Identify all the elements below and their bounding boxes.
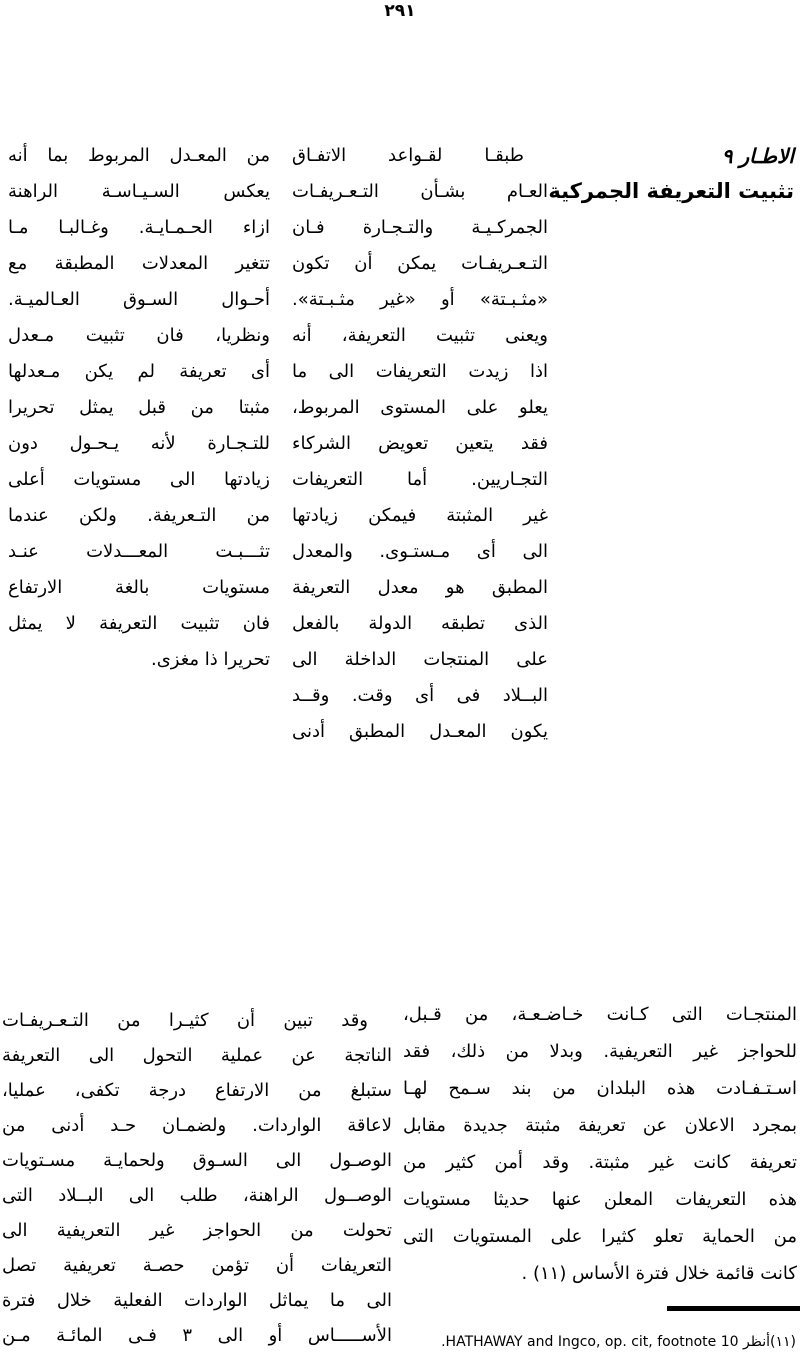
text-line: اذا زيدت التعريفات الى ما bbox=[292, 361, 548, 382]
text-line: بمجرد الاعلان عن تعريفة مثبتة جديدة مقابل bbox=[403, 1115, 797, 1136]
text-line: اسـتـفـادت هذه البلدان من بند سـمح لهـا bbox=[403, 1078, 797, 1099]
text-line: «مثـبـتة» أو «غير مثـبـتة». bbox=[292, 289, 548, 310]
text-line: زيادتها الى مستويات أعلى bbox=[8, 469, 270, 490]
text-line: الوصــول الراهنة، طلب الى البــلاد التى bbox=[2, 1185, 392, 1206]
text-line: العـام بشـأن التـعـريفـات bbox=[292, 181, 548, 202]
box-title: تثبيت التعريفة الجمركية bbox=[548, 179, 794, 203]
text-line: أحـوال السـوق العـالميـة. bbox=[8, 289, 270, 310]
text-line: يكون المعـدل المطبق أدنى bbox=[292, 721, 548, 742]
text-line: ونظريا، فان تثبيت مـعدل bbox=[8, 325, 270, 346]
text-line: الى أى مـستـوى. والمعدل bbox=[292, 541, 548, 562]
text-line: ازاء الحـمـايـة. وغـالبـا مـا bbox=[8, 217, 270, 238]
text-line: الأســـــاس أو الى ٣ فـى المائـة مـن bbox=[2, 1325, 392, 1346]
page-number: ٢٩١ bbox=[384, 1, 416, 21]
text-line: كانت قائمة خلال فترة الأساس (١١) . bbox=[521, 1263, 797, 1284]
text-line: الذى تطبقه الدولة بالفعل bbox=[292, 613, 548, 634]
text-line: من الحماية تعلو كثيرا على المستويات التى bbox=[403, 1226, 797, 1247]
text-line: تتغير المعدلات المطبقة مع bbox=[8, 253, 270, 274]
text-line: تحولت من الحواجز غير التعريفية الى bbox=[2, 1220, 392, 1241]
text-line: الوصـول الى السـوق ولحمايـة مسـتويات bbox=[2, 1150, 392, 1171]
text-line: وقد تبين أن كثيـرا من التـعـريفـات bbox=[2, 1010, 368, 1031]
text-line: الناتجة عن عملية التحول الى التعريفة bbox=[2, 1045, 392, 1066]
text-line: للحواجز غير التعريفية. وبدلا من ذلك، فقد bbox=[403, 1041, 797, 1062]
text-line: من المعـدل المربوط بما أنه bbox=[8, 145, 270, 166]
text-line: ستبلغ من الارتفاع درجة تكفى، عمليا، bbox=[2, 1080, 392, 1101]
text-line: الى ما يماثل الواردات الفعلية خلال فترة bbox=[2, 1290, 392, 1311]
text-line: أى تعريفة لم يكن مـعدلها bbox=[8, 361, 270, 382]
footnote-separator-rule bbox=[667, 1306, 800, 1311]
text-line: فقد يتعين تعويض الشركاء bbox=[292, 433, 548, 454]
text-line: المطبق هو معدل التعريفة bbox=[292, 577, 548, 598]
text-line: يعلو على المستوى المربوط، bbox=[292, 397, 548, 418]
text-line: غير المثبتة فيمكن زيادتها bbox=[292, 505, 548, 526]
text-line: هذه التعريفات المعلن عنها حديثا مستويات bbox=[403, 1189, 797, 1210]
footnote-text: (١١)أنظر HATHAWAY and Ingco, op. cit, footnote 10. bbox=[441, 1334, 796, 1350]
text-line: الجمركـيـة والتـجـارة فـان bbox=[292, 217, 548, 238]
text-line: تحريرا ذا مغزى. bbox=[150, 649, 270, 670]
text-line: على المنتجات الداخلة الى bbox=[292, 649, 548, 670]
text-line: تثـــبـت المعـــدلات عنـد bbox=[8, 541, 270, 562]
text-line: للتـجـارة لأنه يـحـول دون bbox=[8, 433, 270, 454]
body-text-column-2 bbox=[2, 1003, 392, 1353]
box-text-column-1 bbox=[292, 138, 548, 750]
text-line: ويعنى تثبيت التعريفة، أنه bbox=[292, 325, 548, 346]
text-line: لاعاقة الواردات. ولضمـان حـد أدنى من bbox=[2, 1115, 392, 1136]
box-text-column-2 bbox=[8, 138, 270, 678]
text-line: مثبتا من قبل يمثل تحريرا bbox=[8, 397, 270, 418]
text-line: البــلاد فى أى وقت. وقــد bbox=[292, 685, 548, 706]
text-line: المنتجـات التى كـانت خـاضـعـة، من قـبل، bbox=[403, 1004, 797, 1025]
text-line: يعكس السـيـاسـة الراهنة bbox=[8, 181, 270, 202]
text-line: من التـعريفة. ولكن عندما bbox=[8, 505, 270, 526]
text-line: تعريفة كانت غير مثبتة. وقد أمن كثير من bbox=[403, 1152, 797, 1173]
text-line: التعريفات أن تؤمن حصـة تعريفية تصل bbox=[2, 1255, 392, 1276]
box-header bbox=[546, 138, 794, 208]
text-line: مستويات بالغة الارتفاع bbox=[8, 577, 270, 598]
body-text-column-1 bbox=[403, 996, 797, 1292]
text-line: التجـاريين. أما التعريفات bbox=[292, 469, 548, 490]
text-line: التـعـريفـات يمكن أن تكون bbox=[292, 253, 548, 274]
text-line: طبقـا لقـواعد الاتفـاق bbox=[292, 145, 524, 166]
box-label: الاطـار ٩ bbox=[721, 144, 794, 168]
text-line: فان تثبيت التعريفة لا يمثل bbox=[8, 613, 270, 634]
